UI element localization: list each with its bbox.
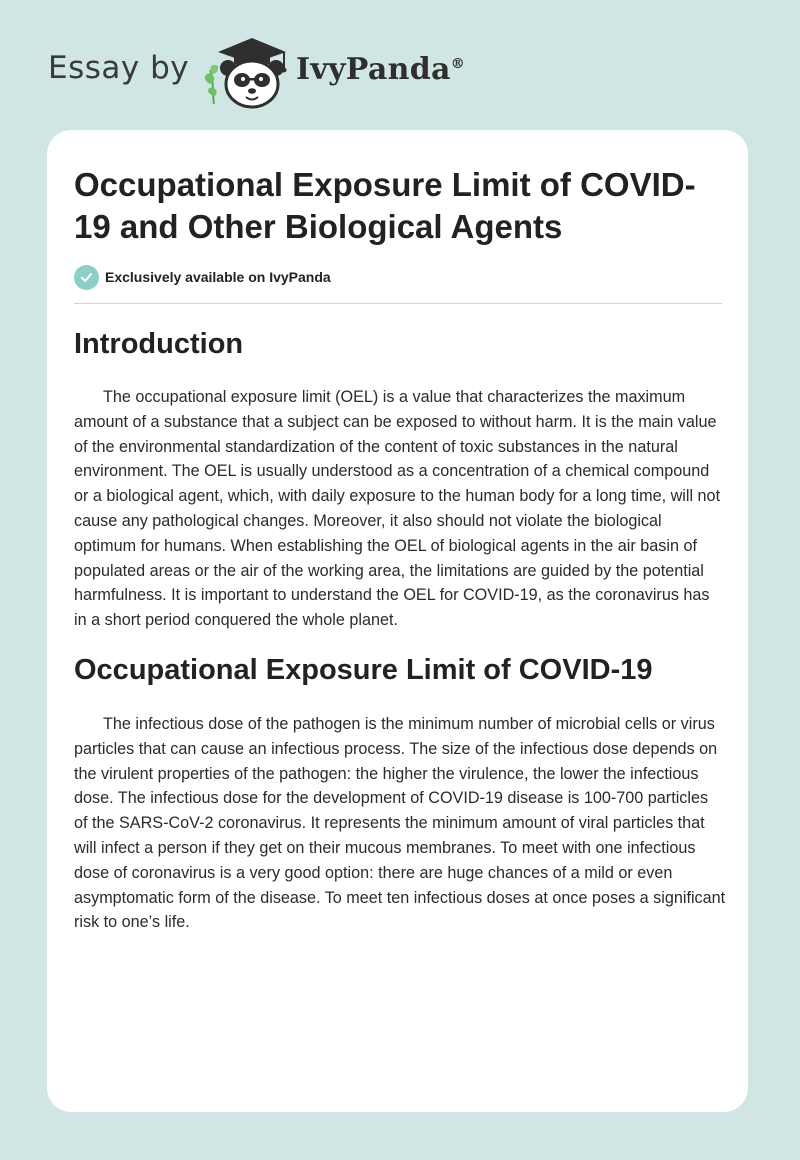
exclusive-badge-text: Exclusively available on IvyPanda xyxy=(105,269,331,285)
section-paragraph-introduction: The occupational exposure limit (OEL) is a value that characterizes the maximum amount of a substance that a subject can be exposed to without harm. It is the main value of the environmental standardization of the content of toxic substances in the natural environment. The OEL is usually understood as a concentration of a chemical compound or a biological agent, which, with daily exposure to the human body for a long time, will not cause any pathological changes. Moreover, it also should not violate the biological optimum for humans. When establishing the OEL of biological agents in the air basin of populated areas or the air of the working area, the limitations are guided by the potential harmfulness. It is important to understand the OEL for COVID-19, as the coronavirus has in a short period conquered the whole planet. xyxy=(74,388,721,630)
essay-card xyxy=(47,130,748,1112)
brand-name[interactable] xyxy=(296,52,465,87)
ivypanda-logo-icon[interactable] xyxy=(200,34,292,110)
essay-by-label: Essay by xyxy=(48,50,190,86)
exclusive-badge xyxy=(74,264,331,290)
section-heading-oel-covid: Occupational Exposure Limit of COVID-19 xyxy=(74,654,653,686)
title-divider xyxy=(74,303,722,304)
essay-title: Occupational Exposure Limit of COVID-19 and Other Biological Agents xyxy=(74,166,696,245)
registered-mark: ® xyxy=(450,56,466,72)
section-paragraph-oel-covid: The infectious dose of the pathogen is the minimum number of microbial cells or virus particles that can cause an infectious process. The size of the infectious dose depends on the virulent properties of the pathogen: the higher the virulence, the lower the infectious dose. The infectious dose for the development of COVID-19 disease is 100-700 particles of the SARS-CoV-2 coronavirus. It represents the minimum amount of viral particles that will infect a person if they get on their mucous membranes. To meet with one infectious dose of coronavirus is a very good option: there are huge chances of a mild or even asymptomatic form of the disease. To meet ten infectious doses at once poses a significant risk to one’s life. xyxy=(74,715,726,932)
section-heading-introduction: Introduction xyxy=(74,328,244,360)
brand-name-text: IvyPanda xyxy=(296,52,451,87)
site-header xyxy=(0,0,800,130)
check-circle-icon xyxy=(74,265,99,290)
